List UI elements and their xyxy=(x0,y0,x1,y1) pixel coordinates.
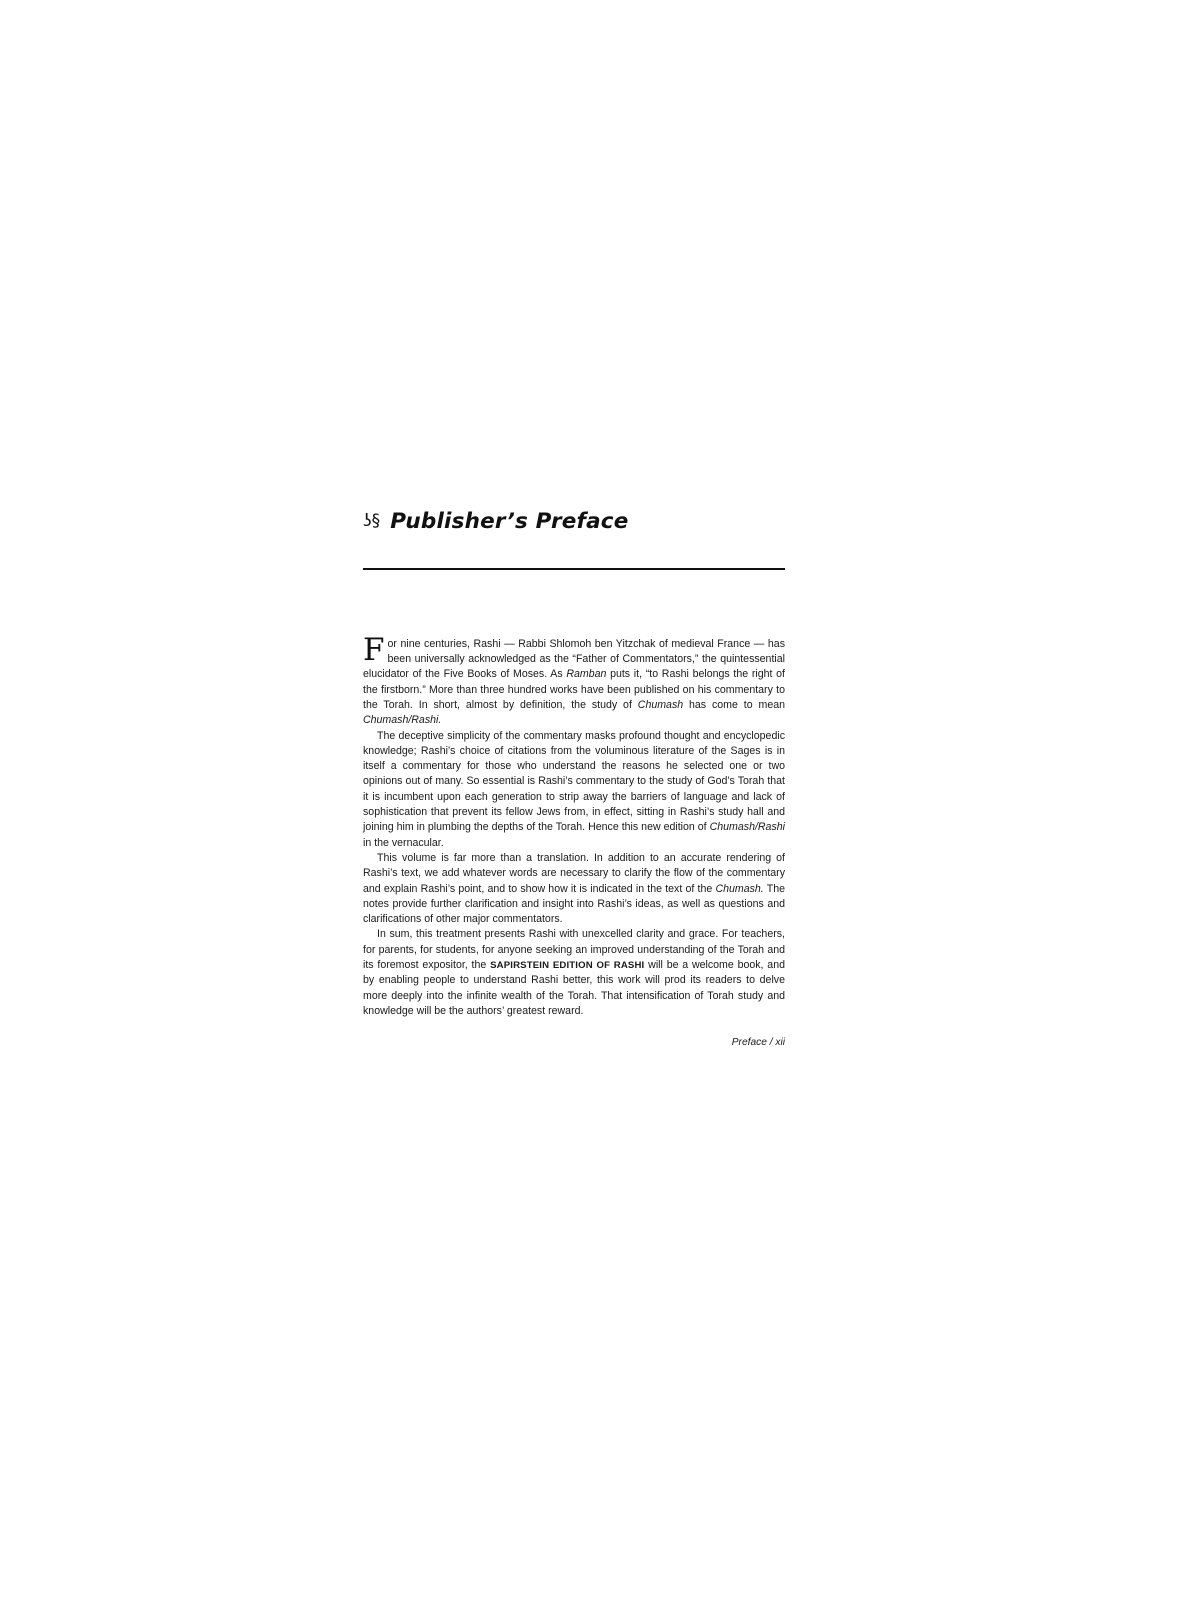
text-run: In sum, this treatment presents Rashi with unexcelled clarity and grace. For teachers, for parents, for students, for anyone seeking an improved understanding of the Torah and its foremost expositor, the xyxy=(363,928,785,972)
flourish-ornament-icon: ʖ§ xyxy=(363,511,381,532)
italic-term: Chumash xyxy=(637,698,684,711)
page-header xyxy=(363,495,785,549)
folio-line: Preface / xii xyxy=(731,1037,785,1049)
paragraph xyxy=(363,927,785,1019)
text-run: has come to mean xyxy=(683,698,786,711)
paragraph xyxy=(363,631,786,729)
text-run: or nine centuries, Rashi — Rabbi Shlomoh ben Yitzchak of medieval France — has been universally acknowledged as the “Father of Commentators,” the quintessential elucidator of the Five Books of Moses. As xyxy=(363,637,785,681)
drop-cap: F xyxy=(363,631,385,668)
text-run: will be a welcome book, and by enabling people to understand Rashi better, this work will prod its readers to delve more deeply into the infinite wealth of the Torah. That intensification of Torah study and knowledge will be the authors’ greatest reward. xyxy=(363,959,785,1017)
page-content xyxy=(363,495,785,1048)
paragraph xyxy=(363,851,785,927)
text-run: puts it, “to Rashi belongs the right of the firstborn.” More than three hundred works have been published on his commentary to the Torah. In short, almost by definition, the study of xyxy=(363,668,785,711)
preface-body xyxy=(363,631,786,1019)
header-divider xyxy=(363,568,785,570)
edition-name: SAPIRSTEIN EDITION OF RASHI xyxy=(490,960,645,972)
italic-term: Chumash/Rashi. xyxy=(363,714,442,727)
text-run: The notes provide further clarification and insight into Rashi’s ideas, as well as questions and clarifications of other major commentators. xyxy=(363,882,785,926)
text-run: This volume is far more than a translation. In addition to an accurate rendering of Rashi’s text, we add whatever words are necessary to clarify the flow of the commentary and explain Rashi’s point, and to show how it is indicated in the text of the xyxy=(363,851,785,895)
italic-term: Chumash/Rashi xyxy=(709,821,785,834)
italic-term: Chumash. xyxy=(715,882,764,895)
text-run: in the vernacular. xyxy=(363,836,444,849)
paragraph xyxy=(363,729,785,851)
italic-term: Ramban xyxy=(566,668,607,681)
text-run: The deceptive simplicity of the commentary masks profound thought and encyclopedic knowledge; Rashi’s choice of citations from the voluminous literature of the Sages is in itself a commentary for those who understand the reasons he selected one or two opinions out of many. So essential is Rashi’s commentary to the study of God’s Torah that it is incumbent upon each generation to strip away the barriers of language and lack of sophistication that prevent its fellow Jews from, in effect, sitting in Rashi’s study hall and joining him in plumbing the depths of the Torah. Hence this new edition of xyxy=(363,729,785,834)
page-title: Publisher’s Preface xyxy=(390,509,629,535)
